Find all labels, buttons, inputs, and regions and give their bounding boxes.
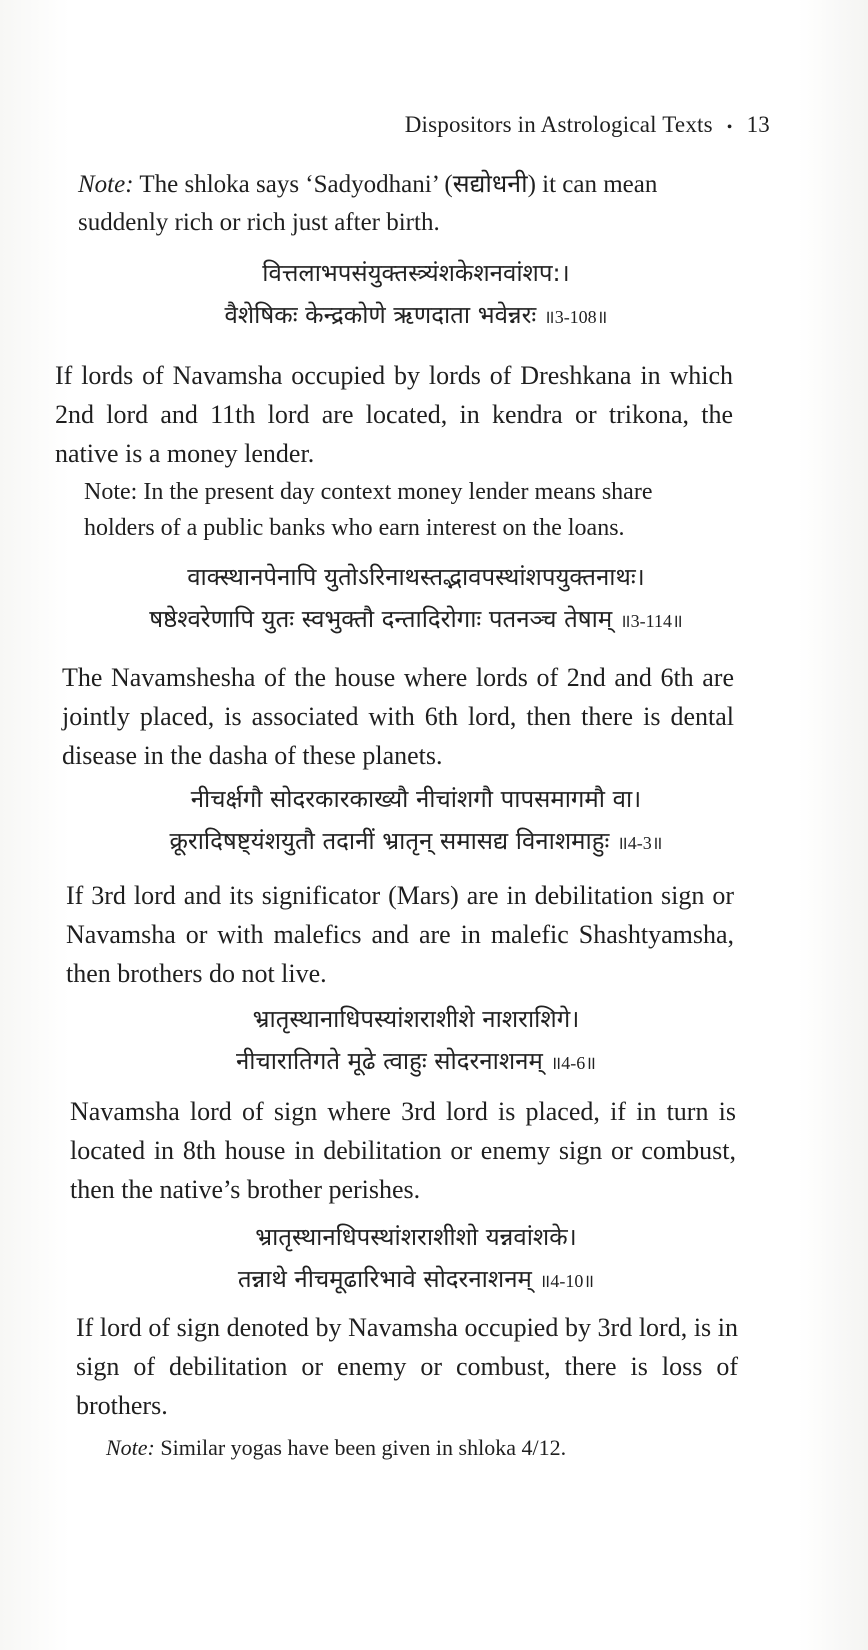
shloka-line-2: नीचारातिगते मूढे त्वाहुः सोदरनाशनम् ॥4-6॥ — [235, 1047, 597, 1075]
shloka-3-114 — [50, 556, 782, 642]
shloka-ref: ॥4-3॥ — [616, 833, 663, 853]
note-similar-yogas — [106, 1430, 726, 1466]
shloka-line-1: वित्तलाभपसंयुक्तस्त्र्यंशकेशनवांशप:। — [262, 259, 570, 287]
shloka-line-2: वैशेषिकः केन्द्रकोणे ऋणदाता भवेन्नरः ॥3-108॥ — [224, 301, 608, 329]
paragraph-brother-perishes: Navamsha lord of sign where 3rd lord is placed, if in turn is located in 8th house in debilitation or enemy sign or combust, then the native’s brother perishes. — [70, 1097, 736, 1204]
shloka-line-2: क्रूरादिषष्ट्यंशयुतौ तदानीं भ्रातृन् समासद्य विनाशमाहुः ॥4-3॥ — [169, 827, 663, 855]
shloka-line-1: नीचर्क्षगौ सोदरकारकाख्यौ नीचांशगौ पापसमागमौ वा। — [190, 785, 642, 813]
paragraph-brothers: If 3rd lord and its significator (Mars) are in debilitation sign or Navamsha or with malefics and are in malefic Shashtyamsha, then brothers do not live. — [66, 881, 734, 988]
note-label: Note: — [106, 1435, 155, 1460]
note-label: Note: — [78, 171, 134, 198]
paragraph-loss-of-brothers: If lord of sign denoted by Navamsha occupied by 3rd lord, is in sign of debilitation or enemy or combust, there is loss of brothers. — [76, 1313, 738, 1420]
shloka-ref: ॥3-114॥ — [619, 611, 683, 631]
shloka-ref: ॥4-10॥ — [539, 1271, 595, 1291]
shloka-line-2: तन्नाथे नीचमूढारिभावे सोदरनाशनम् ॥4-10॥ — [237, 1265, 595, 1293]
shloka-line-1: वाक्स्थानपेनापि युतोऽरिनाथस्तद्भावपस्थांशपयुक्तनाथः। — [187, 563, 645, 591]
shloka-4-6 — [50, 998, 782, 1084]
shloka-4-3 — [50, 778, 782, 864]
note-text: Similar yogas have been given in shloka 4/12. — [160, 1435, 567, 1460]
paragraph-money-lender: If lords of Navamsha occupied by lords of Dreshkana in which 2nd lord and 11th lord are located, in kendra or trikona, the native is a money lender. — [55, 361, 733, 468]
shloka-line-2: षष्ठेश्वरेणापि युतः स्वभुक्तौ दन्तादिरोगाः पतनञ्च तेषाम् ॥3-114॥ — [149, 605, 683, 633]
shloka-ref: ॥4-6॥ — [550, 1053, 597, 1073]
note-text: The shloka says ‘Sadyodhani’ (सद्योधनी) it can mean suddenly rich or rich just after birth. — [78, 171, 658, 236]
shloka-line-1: भ्रातृस्थानधिपस्थांशराशीशो यन्नवांशके। — [255, 1223, 577, 1251]
note-money-lender: Note: In the present day context money lender means share holders of a public banks who earn interest on the loans. — [84, 479, 653, 541]
shloka-4-10 — [50, 1216, 782, 1302]
shloka-ref: ॥3-108॥ — [543, 307, 608, 327]
running-title: Dispositors in Astrological Texts — [404, 112, 713, 137]
paragraph-dental-disease: The Navamshesha of the house where lords of 2nd and 6th are jointly placed, is associated with 6th lord, then there is dental disease in the dasha of these planets. — [62, 663, 734, 770]
running-header — [405, 112, 770, 138]
note-sadyodhani — [78, 166, 728, 242]
header-bullet: • — [726, 119, 733, 136]
page-number: 13 — [746, 112, 770, 137]
shloka-line-1: भ्रातृस्थानाधिपस्यांशराशीशे नाशराशिगे। — [252, 1005, 580, 1033]
shloka-3-108 — [50, 252, 782, 338]
